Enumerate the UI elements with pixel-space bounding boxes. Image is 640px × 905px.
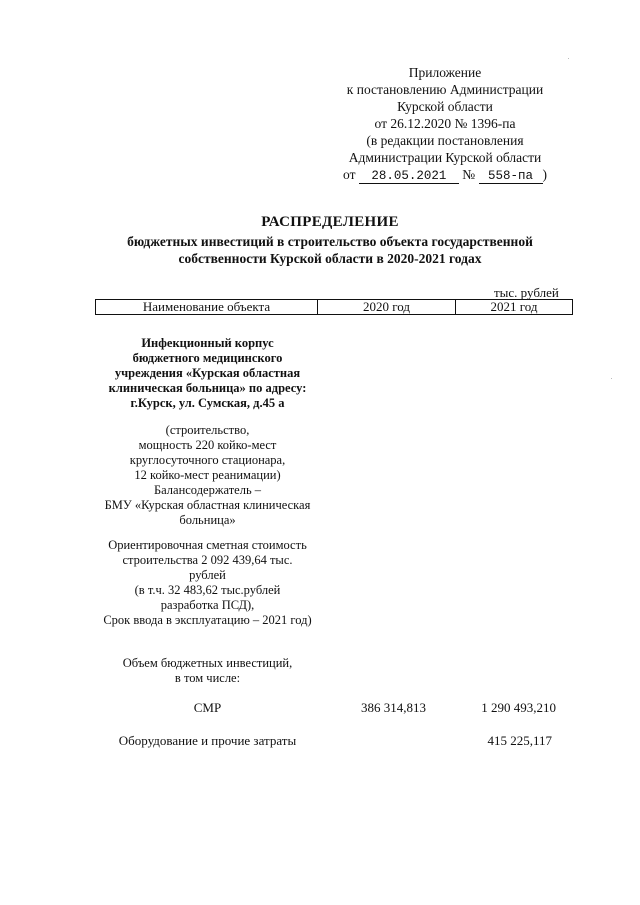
- header-2021: 2021 год: [456, 300, 573, 315]
- details-line: больница»: [179, 513, 236, 527]
- row-smr-2021: 1 290 493,210: [481, 700, 556, 715]
- appendix-block: [300, 64, 590, 184]
- header-object-name: Наименование объекта: [96, 300, 318, 315]
- investment-line: в том числе:: [174, 671, 241, 685]
- number-value: 558-па: [479, 169, 543, 184]
- object-name: [95, 336, 320, 411]
- object-name-line: бюджетного медицинского: [132, 351, 283, 365]
- row-smr-2020: 386 314,813: [361, 700, 426, 715]
- details-line: БМУ «Курская областная клиническая: [104, 498, 311, 512]
- investment-line: Объем бюджетных инвестиций,: [122, 656, 293, 670]
- object-name-line: клиническая больница» по адресу:: [108, 381, 307, 395]
- appendix-date-line: [300, 166, 590, 184]
- object-name-line: г.Курск, ул. Сумская, д.45 а: [130, 396, 285, 410]
- date-value: 28.05.2021: [359, 169, 459, 184]
- cost-line: строительства 2 092 439,64 тыс.: [122, 553, 293, 567]
- document-subtitle: [60, 233, 600, 267]
- table-header: [95, 299, 573, 315]
- header-2020: 2020 год: [318, 300, 456, 315]
- closing-paren: ): [542, 167, 547, 182]
- table-header-row: [96, 300, 573, 315]
- scan-speck: [568, 58, 569, 59]
- subtitle-line-1: бюджетных инвестиций в строительство объекта государственной: [127, 234, 533, 249]
- date-prefix: от: [343, 167, 356, 182]
- details-line: мощность 220 койко-мест: [138, 438, 277, 452]
- cost-line: Срок ввода в эксплуатацию – 2021 год): [103, 613, 312, 627]
- appendix-line-6: Администрации Курской области: [348, 150, 542, 165]
- object-name-line: учреждения «Курская областная: [114, 366, 301, 380]
- number-prefix: №: [462, 167, 476, 182]
- appendix-line-2: к постановлению Администрации: [346, 82, 544, 97]
- units-label: тыс. рублей: [494, 285, 559, 300]
- investment-volume: [95, 656, 320, 686]
- scan-speck: [611, 378, 612, 379]
- cost-line: разработка ПСД),: [160, 598, 255, 612]
- object-name-line: Инфекционный корпус: [141, 336, 274, 350]
- row-equipment-2021: 415 225,117: [487, 733, 552, 748]
- cost-line: рублей: [189, 568, 226, 582]
- subtitle-line-2: собственности Курской области в 2020-2021 годах: [178, 251, 482, 266]
- details-line: 12 койко-мест реанимации): [134, 468, 281, 482]
- object-details: [95, 423, 320, 528]
- row-label-equipment: Оборудование и прочие затраты: [118, 733, 297, 748]
- row-label-smr: СМР: [193, 700, 222, 715]
- appendix-line-5: (в редакции постановления: [366, 133, 524, 148]
- appendix-line-1: Приложение: [408, 65, 482, 80]
- cost-line: (в т.ч. 32 483,62 тыс.рублей: [134, 583, 281, 597]
- appendix-line-4: от 26.12.2020 № 1396-па: [374, 116, 516, 131]
- estimated-cost: [95, 538, 320, 628]
- cost-line: Ориентировочная сметная стоимость: [108, 538, 307, 552]
- details-line: Балансодержатель –: [153, 483, 262, 497]
- details-line: (строительство,: [165, 423, 250, 437]
- document-title: РАСПРЕДЕЛЕНИЕ: [261, 214, 399, 230]
- details-line: круглосуточного стационара,: [129, 453, 286, 467]
- appendix-line-3: Курской области: [397, 99, 493, 114]
